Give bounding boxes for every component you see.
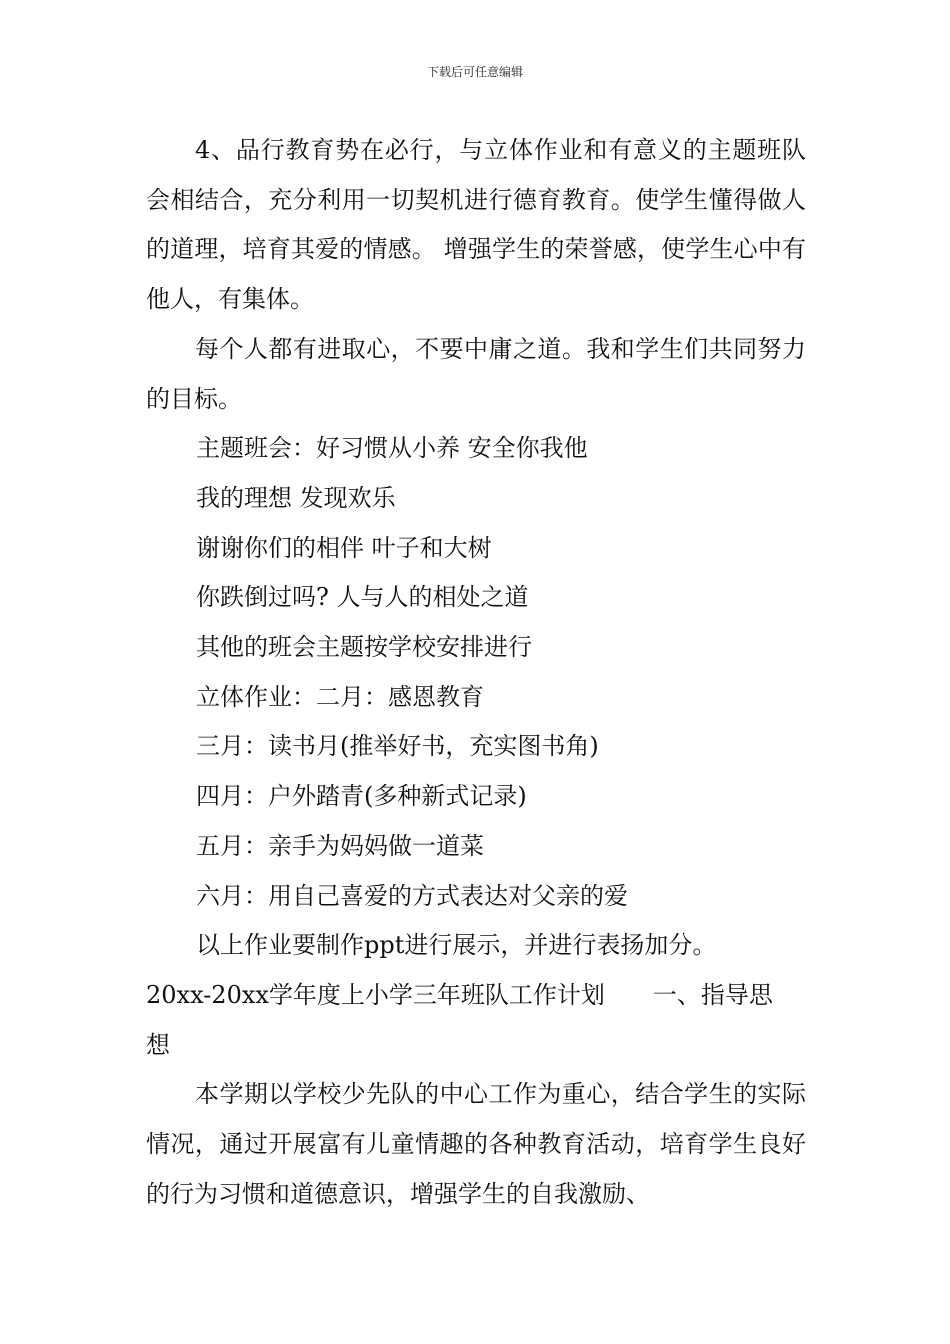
paragraph-guiding-thought: 本学期以学校少先队的中心工作为重心，结合学生的实际情况，通过开展富有儿童情趣的各种教育活动，培育学生良好的行为习惯和道德意识，增强学生的自我激励、 [146,1080,806,1208]
theme-meeting-line: 我的理想 发现欢乐 [196,483,396,512]
theme-meeting-line: 主题班会：好习惯从小养 安全你我他 [196,434,588,463]
theme-meeting-line: 你跌倒过吗? 人与人的相处之道 [196,583,529,612]
theme-meeting-line: 谢谢你们的相伴 叶子和大树 [196,533,492,562]
theme-meeting-line: 其他的班会主题按学校安排进行 [196,633,532,662]
homework-line: 六月：用自己喜爱的方式表达对父亲的爱 [196,881,628,910]
paragraph-moral-education: 4、品行教育势在必行，与立体作业和有意义的主题班队会相结合，充分利用一切契机进行德育教育。使学生懂得做人的道理，培育其爱的情感。 增强学生的荣誉感，使学生心中有他人，有集体。 [146,136,806,314]
homework-line: 以上作业要制作ppt进行展示，并进行表扬加分。 [196,931,717,960]
page-header-note: 下载后可任意编辑 [426,65,523,79]
paragraph-common-goal: 每个人都有进取心，不要中庸之道。我和学生们共同努力的目标。 [146,334,806,413]
homework-line: 三月：读书月(推举好书，充实图书角) [196,732,599,761]
homework-line: 四月：户外踏青(多种新式记录) [196,782,527,811]
homework-line: 五月：亲手为妈妈做一道菜 [196,831,484,860]
homework-line: 立体作业：二月：感恩教育 [196,682,484,711]
plan-title-line: 20xx-20xx学年度上小学三年班队工作计划 一、指导思 [146,980,773,1009]
plan-title-line-continued: 想 [146,1030,170,1059]
document-body [146,126,806,1219]
